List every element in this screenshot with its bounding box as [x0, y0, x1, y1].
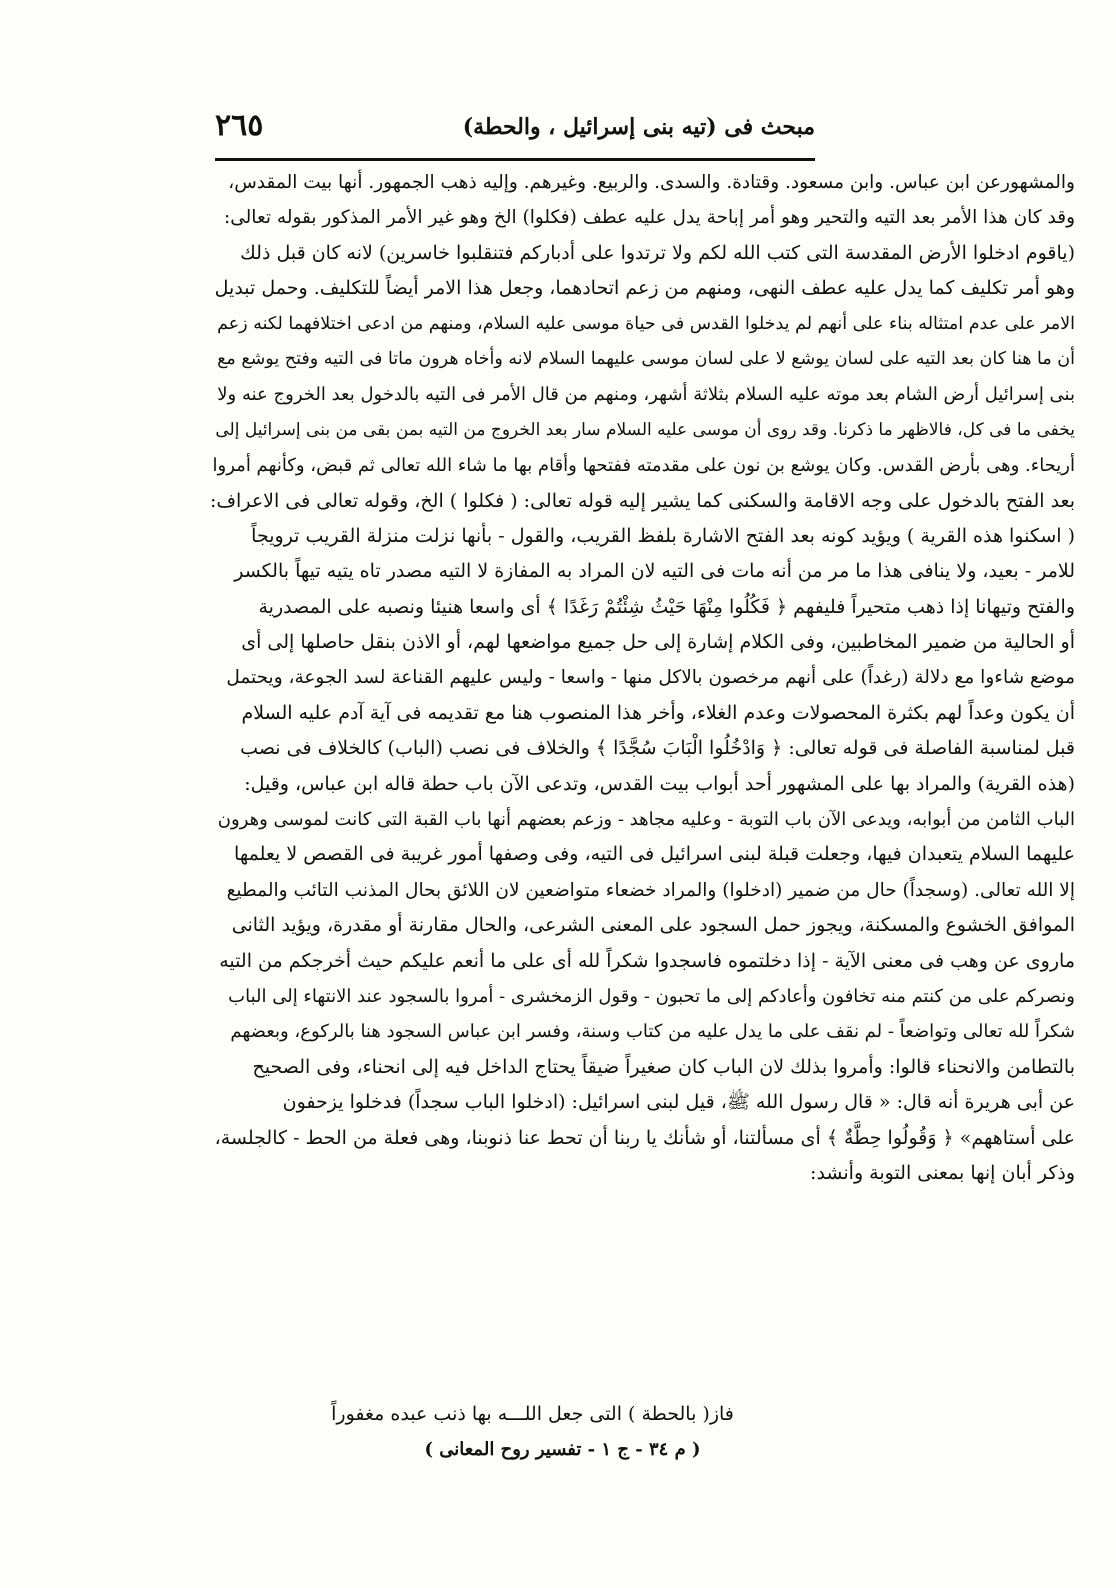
text-line: والمشهورعن ابن عباس. وابن مسعود. وقتادة. والسدى. والربيع. وغيرهم. وإليه ذهب الجمهور. أنها بيت المقدس،	[228, 172, 1075, 193]
verse-line: فاز( بالحطة ) التى جعل اللـــه بها ذنب عبده مغفوراً	[331, 1403, 734, 1425]
page-number: ٢٦٥	[215, 108, 264, 143]
text-line: يخفى ما فى كل، فالاظهر ما ذكرنا. وقد روى أن موسى عليه السلام سار بعد الخروج من التيه بمن بقى من بنى إسرائيل إلى	[215, 419, 1075, 440]
page-footer	[210, 1432, 1075, 1468]
text-line: موضع شاءوا مع دلالة (رغداً) على أنهم مرخصون بالاكل منها - واسعا - وليس عليهم القناعة لسد الجوعة، ويحتمل	[226, 667, 1075, 689]
running-title: مبحث فى (تيه بنى إسرائيل ، والحطة)	[462, 114, 815, 140]
page-header	[215, 100, 815, 156]
text-line: قبل لمناسبة الفاصلة فى قوله تعالى: ﴿ وَادْخُلُوا الْبَابَ سُجَّدًا ﴾ والخلاف فى نصب (الباب) كالخلاف فى نصب	[240, 737, 1075, 760]
text-line: أو الحالية من ضمير المخاطبين، وفى الكلام إشارة إلى حل جميع مواضعها لهم، أو الاذن بنقل حاصلها إلى أى	[241, 631, 1075, 654]
text-line: ماروى عن وهب فى معنى الآية - إذا دخلتموه فاسجدوا شكراً لله أى على ما أنعم عليكم حيث أخرجكم من التيه	[219, 949, 1075, 972]
text-line: شكراً لله تعالى وتواضعاً - لم نقف على ما يدل عليه من كتاب وسنة، وفسر ابن عباس السجود هنا بالركوع، وبعضهم	[230, 1021, 1075, 1043]
text-line: الامر على عدم امتثاله بناء على أنهم لم يدخلوا القدس فى حياة موسى عليه السلام، ومنهم من ادعى اختلافهما لكنه زعم	[217, 313, 1075, 334]
text-line: عن أبى هريرة أنه قال: « قال رسول الله ﷺ، قيل لبنى اسرائيل: (ادخلوا الباب سجداً) فدخلوا يزحفون	[282, 1091, 1075, 1114]
text-line: بعد الفتح بالدخول على وجه الاقامة والسكنى كما يشير إليه قوله تعالى: ( فكلوا ) الخ، وقوله تعالى فى الاعراف:	[210, 489, 1075, 512]
body-text	[210, 165, 1075, 1191]
text-line: للامر - بعيد، ولا ينافى هذا ما مر من أنه مات فى التيه لان المراد به المفازة لا التيه مصدر تاه يتيه تيهاً بالكسر	[234, 560, 1075, 583]
footer-signature: ( م ٣٤ - ج ١ - تفسير روح المعانى )	[424, 1439, 701, 1460]
poetry-verse	[210, 1396, 1075, 1432]
text-line: على أستاههم» ﴿ وَقُولُوا حِطَّةٌ ﴾ أى مسألتنا، أو شأنك يا ربنا أن تحط عنا ذنوبنا، وهى فعلة من الحط - كالجلسة،	[214, 1126, 1075, 1149]
text-line: الباب الثامن من أبوابه، ويدعى الآن باب التوبة - وعليه مجاهد - وزعم بعضهم أنها باب القبة التى كانت لموسى وهرون	[217, 809, 1075, 831]
text-line: وذكر أبان إنها بمعنى التوبة وأنشد:	[810, 1161, 1075, 1184]
header-rule	[215, 158, 815, 161]
text-line: الموافق الخشوع والمسكنة، ويجوز حمل السجود على المعنى الشرعى، والحال مقارنة أو مقدرة، ويؤيد الثانى	[231, 914, 1075, 937]
text-line: إلا الله تعالى. (وسجداً) حال من ضمير (ادخلوا) والمراد خضعاء متواضعين لان اللائق بحال المذنب التائب والمطيع	[226, 879, 1075, 901]
text-line: والفتح وتيهانا إذا ذهب متحيراً فليفهم ﴿ فَكُلُوا مِنْهَا حَيْثُ شِئْتُمْ رَغَدًا ﴾ أى واسعا هنيئا ونصبه على المصدرية	[258, 595, 1075, 618]
text-line: بالتطامن والانحناء قالوا: وأمروا بذلك لان الباب كان صغيراً ضيقاً يحتاج الداخل فيه إلى انحناء، وفى الصحيح	[252, 1055, 1075, 1078]
text-line: وقد كان هذا الأمر بعد التيه والتحير وهو أمر إباحة يدل عليه عطف (فكلوا) الخ وهو غير الأمر المذكور بقوله تعالى:	[224, 207, 1075, 229]
text-line: ونصركم على من كنتم منه تخافون وأعادكم إلى ما تحبون - وقول الزمخشرى - أمروا بالسجود عند الانتهاء إلى الباب	[228, 985, 1075, 1007]
text-line: أن يكون وعداً لهم بكثرة المحصولات وعدم الغلاء، وأخر هذا المنصوب هنا مع تقديمه فى آية آدم عليه السلام	[241, 701, 1075, 724]
text-line: وهو أمر تكليف كما يدل عليه عطف النهى، ومنهم من زعم اتحادهما، وجعل هذا الامر أيضاً للتكليف. وحمل تبديل	[214, 277, 1075, 300]
text-line: أريحاء. وهى بأرض القدس. وكان يوشع بن نون على مقدمته ففتحها وأقام بها ما شاء الله تعالى ثم قبض، وكأنهم أمروا	[212, 455, 1075, 477]
text-line: ( اسكنوا هذه القرية ) ويؤيد كونه بعد الفتح الاشارة بلفظ القريب، والقول - بأنها نزلت منزلة القريب ترويجاً	[251, 524, 1075, 547]
text-line: عليهما السلام يتعبدان فيها، وجعلت قبلة لبنى اسرائيل فى التيه، وفى وصفها أمور غريبة فى القصص لا يعلمها	[234, 843, 1075, 866]
text-line: (هذه القرية) والمراد بها على المشهور أحد أبواب بيت القدس، وتدعى الآن باب حطة قاله ابن عباس، وقيل:	[244, 772, 1075, 795]
text-line: (ياقوم ادخلوا الأرض المقدسة التى كتب الله لكم ولا ترتدوا على أدباركم فتنقلبوا خاسرين) لانه كان قبل ذلك	[240, 241, 1075, 264]
text-line: بنى إسرائيل أرض الشام بعد موته عليه السلام بثلاثة أشهر، ومنهم من قال الأمر فى التيه بالدخول بعد الخروج عنه ولا	[217, 384, 1075, 406]
text-line: أن ما هنا كان بعد التيه على لسان يوشع لا على لسان موسى عليهما السلام لانه وأخاه هرون ماتا فى التيه وفتح يوشع مع	[217, 348, 1075, 369]
